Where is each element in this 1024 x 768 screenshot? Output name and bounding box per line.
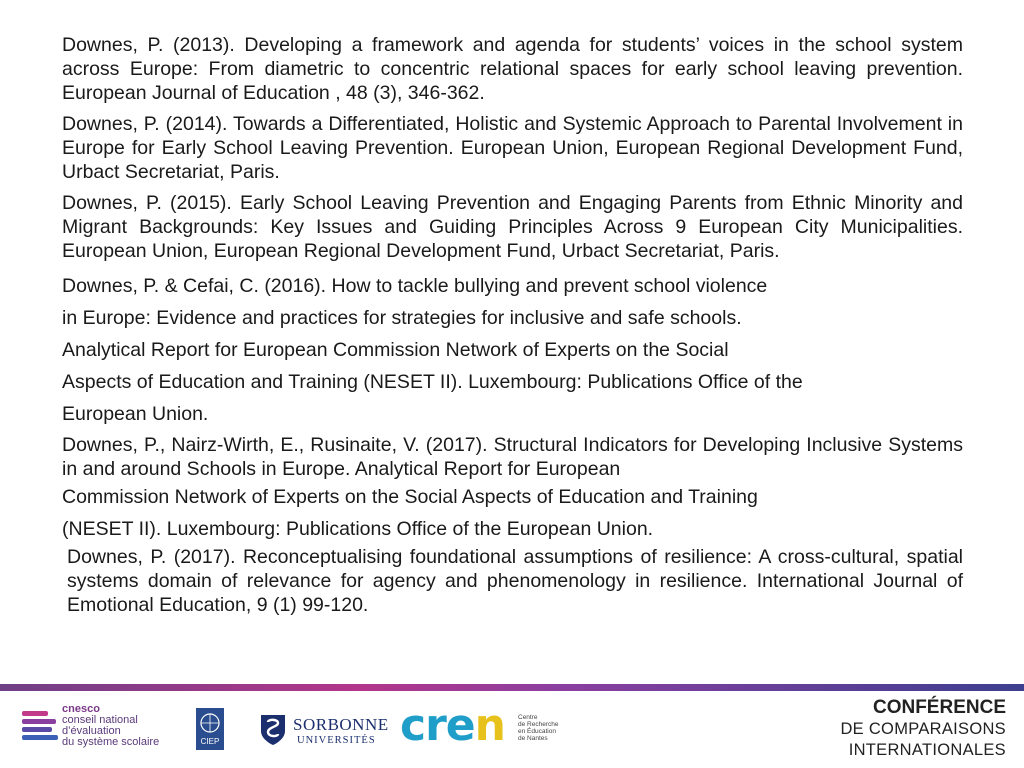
- cnesco-line: du système scolaire: [62, 736, 160, 748]
- sorbonne-shield-icon: [259, 713, 287, 747]
- reference-line: Commission Network of Experts on the Social Aspects of Education and Training: [62, 486, 758, 508]
- reference-downes-nairz-wirth-2017: [62, 433, 963, 545]
- cnesco-brand: cnesco: [62, 703, 100, 715]
- cnesco-stripes-icon: [22, 711, 58, 747]
- reference-downes-2017-resilience: Downes, P. (2017). Reconceptualising foundational assumptions of resilience: A cross-cultural, spatial systems domain of relevance for agency and phenomenology in resilience. International Journal of Emotional Education, 9 (1) 99-120.: [67, 546, 963, 616]
- conference-title: [840, 697, 1006, 761]
- ciep-emblem-icon: [196, 708, 224, 750]
- reference-line: Downes, P., Nairz-Wirth, E., Rusinaite, V. (2017). Structural Indicators for Developing Inclusive Systems in and around Schools in Europe. Analytical Report for European: [62, 434, 963, 480]
- ciep-logo: [196, 708, 224, 750]
- reference-line: Analytical Report for European Commission Network of Experts on the Social: [62, 339, 729, 361]
- cren-subtitle: [518, 714, 558, 742]
- reference-line: Downes, P. & Cefai, C. (2016). How to tackle bullying and prevent school violence: [62, 275, 768, 297]
- cren-side-line: de Recherche: [518, 721, 559, 728]
- conference-line-1: CONFÉRENCE: [872, 697, 1006, 718]
- cren-logo: [400, 700, 560, 751]
- reference-downes-cefai-2016: [62, 270, 963, 430]
- cnesco-line: conseil national: [62, 714, 138, 726]
- cren-word-a: cre: [400, 700, 475, 751]
- reference-line: European Union.: [62, 403, 209, 425]
- cnesco-logo: [22, 704, 182, 752]
- footer-gradient-bar: [0, 684, 1024, 691]
- conference-line-2: DE COMPARAISONS: [840, 720, 1006, 738]
- ciep-label: CIEP: [200, 737, 220, 746]
- sorbonne-name: SORBONNE: [293, 715, 389, 734]
- reference-line: in Europe: Evidence and practices for strategies for inclusive and safe schools.: [62, 307, 742, 329]
- cren-side-line: Centre: [518, 714, 538, 721]
- cren-wordmark: [400, 700, 505, 751]
- cnesco-text: [62, 704, 159, 748]
- reference-list: [62, 33, 963, 624]
- reference-downes-2014: Downes, P. (2014). Towards a Differentiated, Holistic and Systemic Approach to Parental Involvement in Europe for Early School Leaving Prevention. European Union, European Regional Development Fund, Urbact Secretariat, Paris.: [62, 113, 963, 183]
- cren-word-b: n: [474, 700, 505, 751]
- cren-side-line: en Éducation: [518, 728, 556, 735]
- cnesco-line: d’évaluation: [62, 725, 121, 737]
- reference-downes-2013: Downes, P. (2013). Developing a framework and agenda for students’ voices in the school system across Europe: From diametric to concentric relational spaces for early school leaving prevention. European Journal of Education , 48 (3), 346-362.: [62, 34, 963, 104]
- reference-line: Aspects of Education and Training (NESET II). Luxembourg: Publications Office of the: [62, 371, 803, 393]
- reference-line: (NESET II). Luxembourg: Publications Office of the European Union.: [62, 518, 654, 540]
- cren-side-line: de Nantes: [518, 735, 548, 742]
- sorbonne-logo: [259, 713, 387, 749]
- sorbonne-sub: UNIVERSITÉS: [297, 735, 376, 746]
- reference-downes-2015: Downes, P. (2015). Early School Leaving Prevention and Engaging Parents from Ethnic Minority and Migrant Backgrounds: Key Issues and Guiding Principles Across 9 European City Municipalities. European Union, European Regional Development Fund, Urbact Secretariat, Paris.: [62, 192, 963, 262]
- conference-line-3: INTERNATIONALES: [848, 741, 1006, 759]
